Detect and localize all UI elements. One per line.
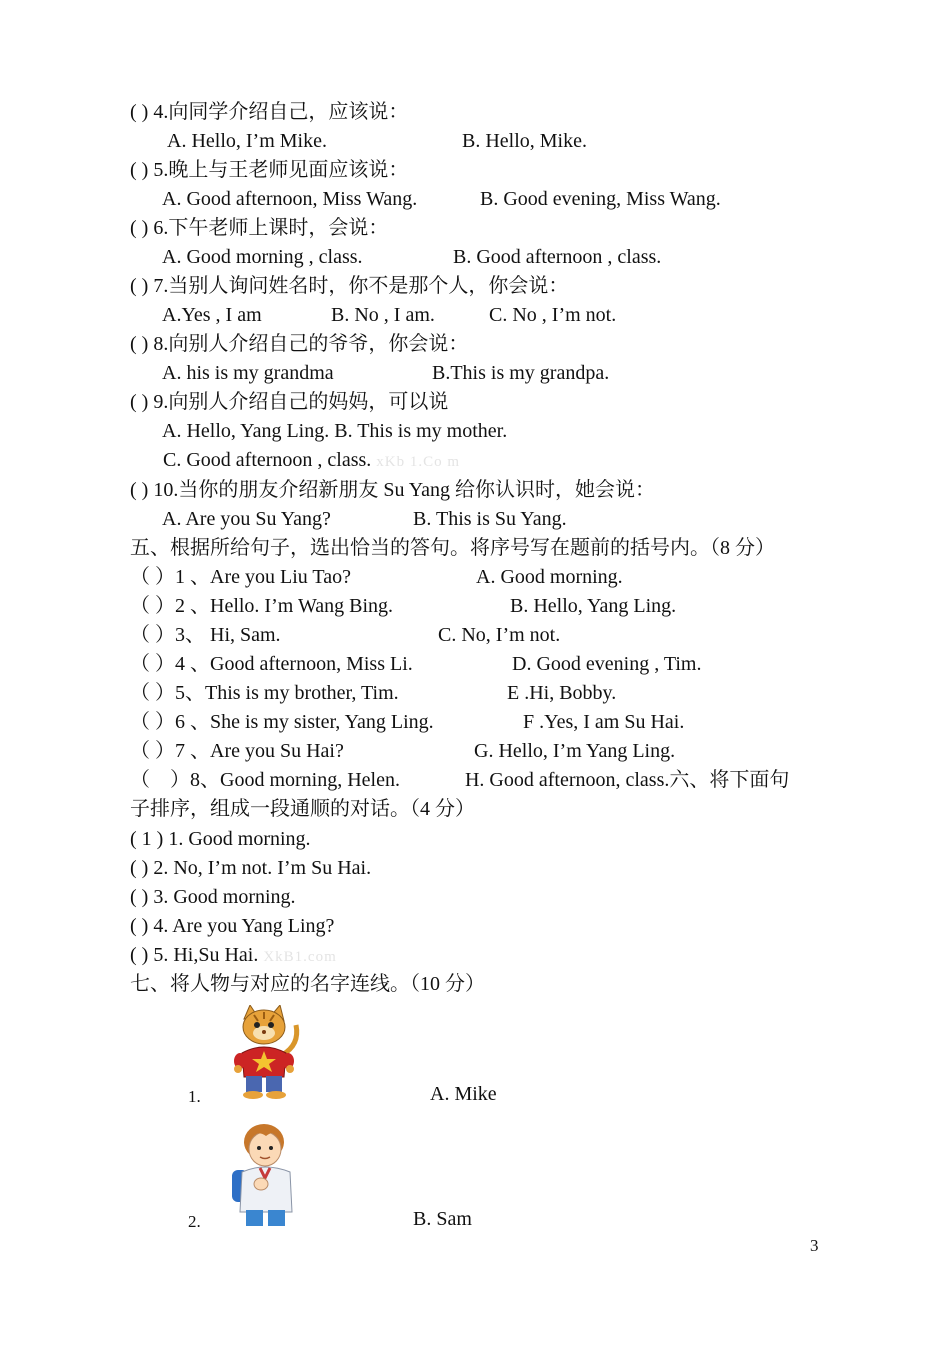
s5-answer: C. No, I’m not. <box>438 624 561 646</box>
match-number-2: 2. <box>188 1212 201 1231</box>
s5-question: （ ）4 、Good afternoon, Miss Li. <box>130 653 413 675</box>
boy-character-image <box>230 1122 300 1227</box>
q6-option-a: A. Good morning , class. <box>162 246 363 268</box>
s6-item: ( ) 2. No, I’m not. I’m Su Hai. <box>130 857 372 879</box>
s6-item: ( ) 4. Are you Yang Ling? <box>130 915 335 937</box>
s5-question: （ ）3、 Hi, Sam. <box>130 624 281 646</box>
s5-question: （ ）5、This is my brother, Tim. <box>130 682 399 704</box>
section5-heading: 五、根据所给句子，选出恰当的答句。将序号写在题前的括号内。（8 分） <box>130 537 775 559</box>
q7-stem: ( ) 7.当别人询问姓名时，你不是那个人，你会说： <box>130 275 569 297</box>
q9-option-c-text: C. Good afternoon , class. <box>163 449 372 471</box>
q4-option-a: A. Hello, I’m Mike. <box>167 130 327 152</box>
s5-answer: E .Hi, Bobby. <box>507 682 617 704</box>
s5-answer: G. Hello, I’m Yang Ling. <box>474 740 676 762</box>
s6-item: ( 1 ) 1. Good morning. <box>130 828 311 850</box>
q10-stem: ( ) 10.当你的朋友介绍新朋友 Su Yang 给你认识时，她会说： <box>130 479 656 501</box>
q9-options-ab: A. Hello, Yang Ling. B. This is my mother. <box>162 420 508 442</box>
s5-answer: A. Good morning. <box>476 566 623 588</box>
s5-question: （ ）1 、Are you Liu Tao? <box>130 566 351 588</box>
match-number-1: 1. <box>188 1087 201 1106</box>
q6-stem: ( ) 6.下午老师上课时，会说： <box>130 217 389 239</box>
q6-option-b: B. Good afternoon , class. <box>453 246 662 268</box>
s5-row8: （ ）8、Good morning, Helen. H. Good afternoon, class.六、将下面句 <box>130 769 790 791</box>
cat-character-image <box>226 1005 304 1100</box>
watermark: xKb 1.Co m <box>376 454 461 470</box>
s6-item-5-text: ( ) 5. Hi,Su Hai. <box>130 944 259 966</box>
q9-stem: ( ) 9.向别人介绍自己的妈妈，可以说 <box>130 391 449 413</box>
q10-option-a: A. Are you Su Yang? <box>162 508 331 530</box>
q7-option-b: B. No , I am. <box>331 304 435 326</box>
match-name-b: B. Sam <box>413 1208 472 1230</box>
s5-question: （ ）7 、Are you Su Hai? <box>130 740 344 762</box>
page-number: 3 <box>810 1236 819 1255</box>
watermark: XkB1.com <box>263 949 337 965</box>
section6-heading: 子排序，组成一段通顺的对话。（4 分） <box>130 798 475 820</box>
section7-heading: 七、将人物与对应的名字连线。（10 分） <box>130 973 485 995</box>
s6-item-5 <box>130 941 337 970</box>
q4-stem: ( ) 4.向同学介绍自己，应该说： <box>130 101 409 123</box>
q8-option-b: B.This is my grandpa. <box>432 362 610 384</box>
s6-item: ( ) 3. Good morning. <box>130 886 296 908</box>
q4-option-b: B. Hello, Mike. <box>462 130 587 152</box>
s5-answer: B. Hello, Yang Ling. <box>510 595 677 617</box>
q7-option-c: C. No , I’m not. <box>489 304 617 326</box>
s5-question: （ ）2 、Hello. I’m Wang Bing. <box>130 595 393 617</box>
q8-option-a: A. his is my grandma <box>162 362 334 384</box>
s5-answer: F .Yes, I am Su Hai. <box>523 711 685 733</box>
q5-option-a: A. Good afternoon, Miss Wang. <box>162 188 418 210</box>
q5-stem: ( ) 5.晚上与王老师见面应该说： <box>130 159 409 181</box>
q5-option-b: B. Good evening, Miss Wang. <box>480 188 721 210</box>
q8-stem: ( ) 8.向别人介绍自己的爷爷，你会说： <box>130 333 469 355</box>
s5-question: （ ）6 、She is my sister, Yang Ling. <box>130 711 434 733</box>
q10-option-b: B. This is Su Yang. <box>413 508 567 530</box>
q7-option-a: A.Yes , I am <box>162 304 262 326</box>
q9-option-c <box>163 446 460 475</box>
match-name-a: A. Mike <box>430 1083 497 1105</box>
s5-answer: D. Good evening , Tim. <box>512 653 702 675</box>
